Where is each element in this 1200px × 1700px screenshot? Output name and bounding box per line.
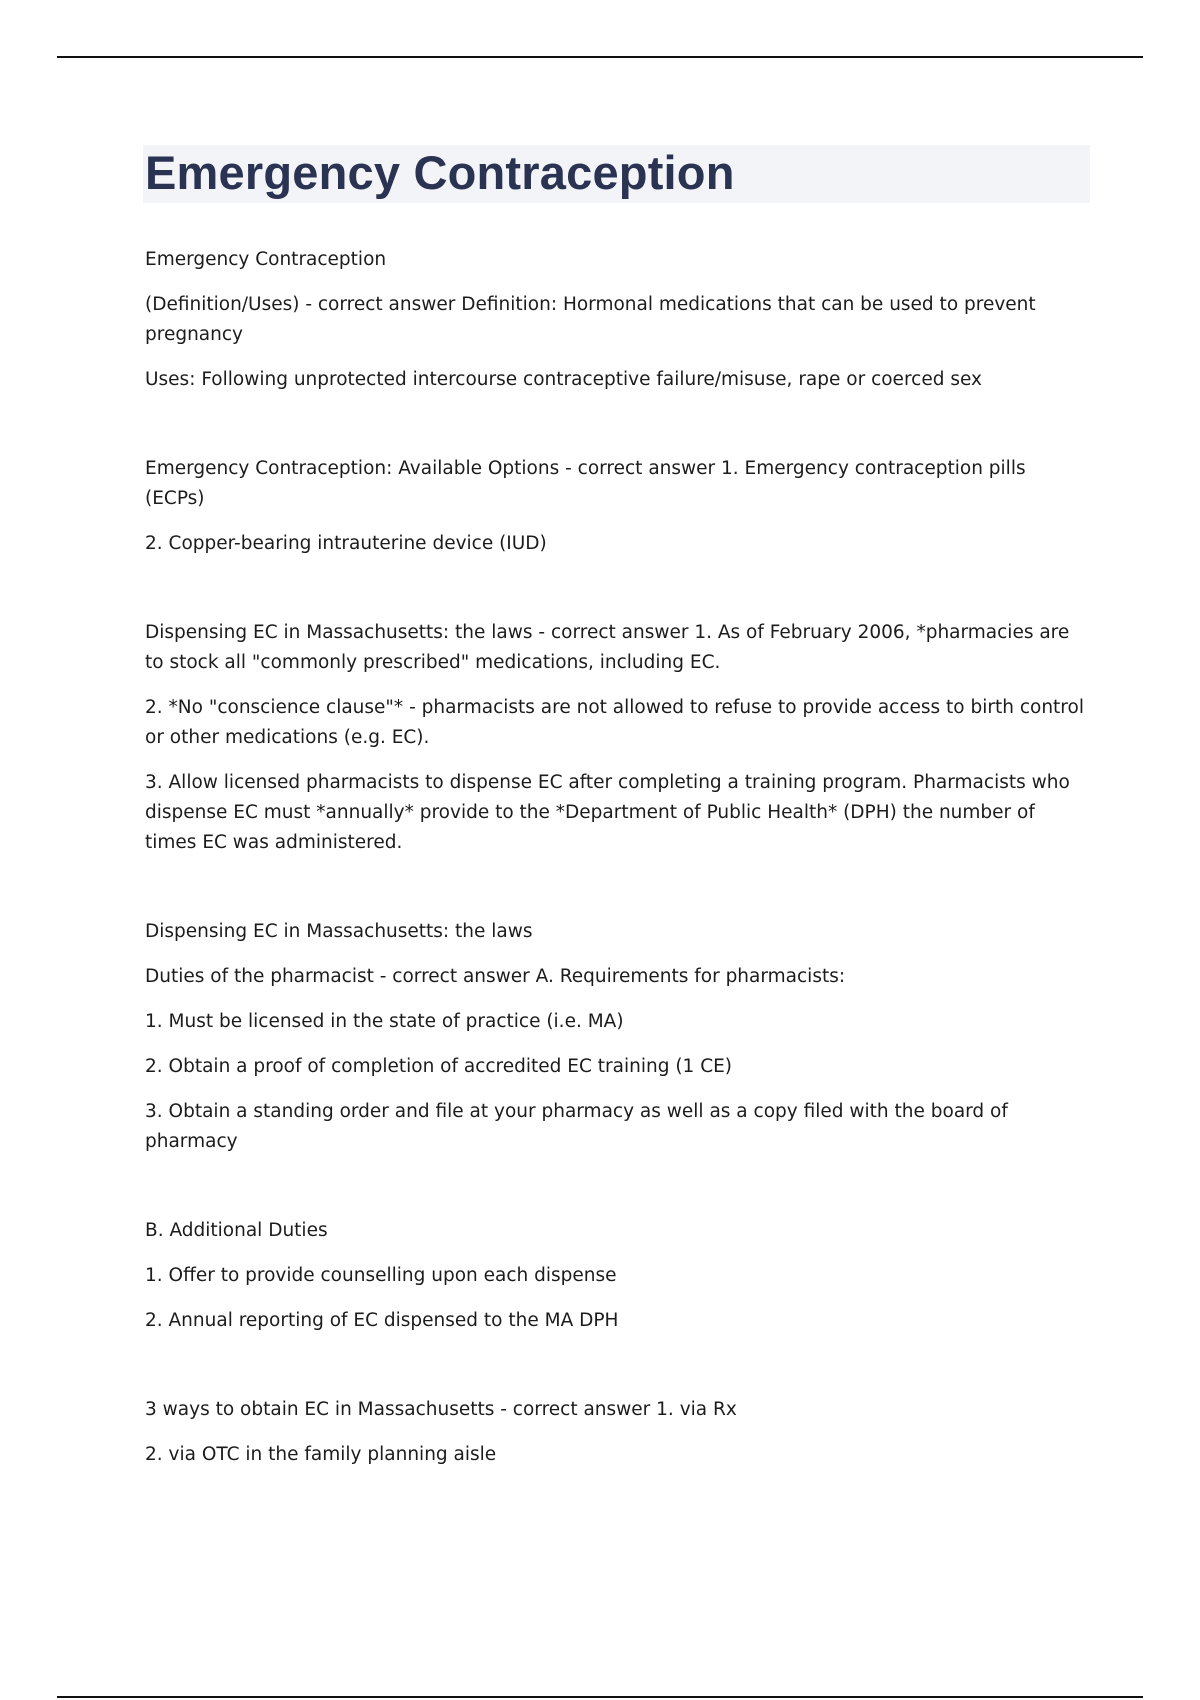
section-definition [145,245,1090,395]
paragraph: Dispensing EC in Massachusetts: the laws - correct answer 1. As of February 2006, *pharmacies are to stock all "commonly prescribed" medications, including EC. [145,622,1070,673]
section-additional-duties [145,1216,1090,1336]
paragraph: 2. Obtain a proof of completion of accredited EC training (1 CE) [145,1056,733,1077]
paragraph: 3. Obtain a standing order and file at your pharmacy as well as a copy filed with the board of pharmacy [145,1101,1008,1152]
top-rule [57,56,1143,58]
paragraph: 3 ways to obtain EC in Massachusetts - correct answer 1. via Rx [145,1399,737,1420]
paragraph: 1. Offer to provide counselling upon each dispense [145,1265,617,1286]
paragraph: 2. *No "conscience clause"* - pharmacists are not allowed to refuse to provide access to birth control or other medications (e.g. EC). [145,697,1084,748]
document-title: Emergency Contraception [145,146,735,199]
paragraph: (Definition/Uses) - correct answer Definition: Hormonal medications that can be used to prevent pregnancy [145,294,1036,345]
section-gap [145,1172,1090,1216]
paragraph: Dispensing EC in Massachusetts: the laws [145,921,533,942]
section-options [145,454,1090,559]
section-ways-to-obtain [145,1395,1090,1470]
paragraph: 2. via OTC in the family planning aisle [145,1444,497,1465]
section-gap [145,410,1090,454]
paragraph: Duties of the pharmacist - correct answer A. Requirements for pharmacists: [145,966,846,987]
section-duties [145,917,1090,1157]
paragraph: 2. Annual reporting of EC dispensed to the MA DPH [145,1310,619,1331]
paragraph: 3. Allow licensed pharmacists to dispense EC after completing a training program. Pharmacists who dispense EC must *annually* provide to the *Department of Public Health* (DPH) the number of times EC was administered. [145,772,1070,853]
paragraph: 1. Must be licensed in the state of practice (i.e. MA) [145,1011,624,1032]
paragraph: Emergency Contraception: Available Options - correct answer 1. Emergency contraception pills (ECPs) [145,458,1026,509]
paragraph: 2. Copper-bearing intrauterine device (IUD) [145,533,547,554]
section-gap [145,873,1090,917]
section-laws [145,618,1090,858]
section-gap [145,574,1090,618]
paragraph: Emergency Contraception [145,249,387,270]
section-gap [145,1351,1090,1395]
bottom-rule [57,1696,1143,1698]
document-body [145,245,1090,1485]
paragraph: Uses: Following unprotected intercourse contraceptive failure/misuse, rape or coerced sex [145,369,982,390]
paragraph: B. Additional Duties [145,1220,328,1241]
